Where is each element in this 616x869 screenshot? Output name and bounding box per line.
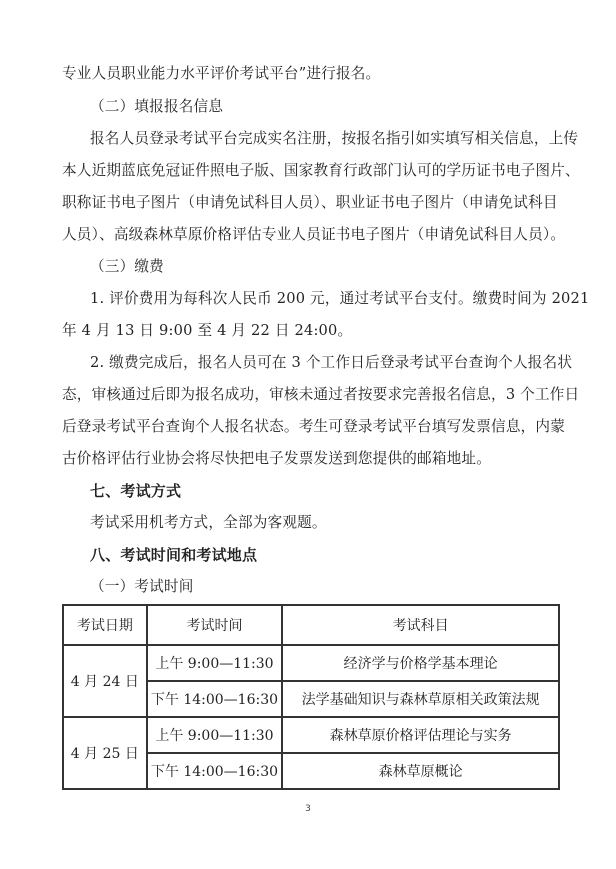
subject-cell: 经济学与价格学基本理论 [282, 645, 559, 681]
paragraph-line: 古价格评估行业协会将尽快把电子发票发送到您提供的邮箱地址。 [62, 450, 492, 467]
paragraph-line: 报名人员登录考试平台完成实名注册，按报名指引如实填写相关信息，上传 [90, 130, 579, 147]
time-cell: 下午 14:00—16:30 [147, 753, 283, 789]
paragraph-line: 后登录考试平台查询个人报名状态。考生可登录考试平台填写发票信息，内蒙 [62, 418, 565, 435]
page-number: 3 [305, 804, 311, 814]
paragraph-line: 态，审核通过后即为报名成功，审核未通过者按要求完善报名信息，3 个工作日 [62, 386, 580, 403]
time-cell: 上午 9:00—11:30 [147, 645, 283, 681]
date-cell: 4 月 24 日 [63, 645, 147, 717]
paragraph-line: 考试采用机考方式，全部为客观题。 [90, 514, 327, 531]
time-cell: 上午 9:00—11:30 [147, 717, 283, 753]
header-date: 考试日期 [63, 605, 147, 645]
exam-schedule-table [62, 604, 560, 790]
time-cell: 下午 14:00—16:30 [147, 681, 283, 717]
subject-cell: 森林草原价格评估理论与实务 [282, 717, 559, 753]
paragraph-line: 2. 缴费完成后，报名人员可在 3 个工作日后登录考试平台查询个人报名状 [90, 354, 573, 371]
paragraph-line: 职称证书电子图片（申请免试科目人员）、职业证书电子图片（申请免试科目 [62, 194, 558, 211]
paragraph-line: 人员）、高级森林草原价格评估专业人员证书电子图片（申请免试科目人员）。 [62, 226, 566, 243]
section-heading-exam-time-place: 八、考试时间和考试地点 [90, 546, 258, 564]
table-header-row [63, 605, 559, 645]
subheading-fill-info: （二）填报报名信息 [90, 98, 224, 115]
subject-cell: 法学基础知识与森林草原相关政策法规 [282, 681, 559, 717]
subheading-exam-time: （一）考试时间 [90, 578, 194, 595]
header-subject: 考试科目 [282, 605, 559, 645]
paragraph-line: 本人近期蓝底免冠证件照电子版、国家教育行政部门认可的学历证书电子图片、 [62, 162, 580, 179]
paragraph-line: 专业人员职业能力水平评价考试平台”进行报名。 [62, 65, 381, 82]
table-row [63, 645, 559, 681]
subheading-payment: （三）缴费 [90, 258, 164, 275]
paragraph-line: 年 4 月 13 日 9:00 至 4 月 22 日 24:00。 [62, 322, 353, 339]
paragraph-line: 1. 评价费用为每科次人民币 200 元，通过考试平台支付。缴费时间为 2021 [90, 290, 590, 307]
section-heading-exam-method: 七、考试方式 [90, 482, 182, 500]
table-row [63, 717, 559, 753]
subject-cell: 森林草原概论 [282, 753, 559, 789]
header-time: 考试时间 [147, 605, 283, 645]
date-cell: 4 月 25 日 [63, 717, 147, 789]
